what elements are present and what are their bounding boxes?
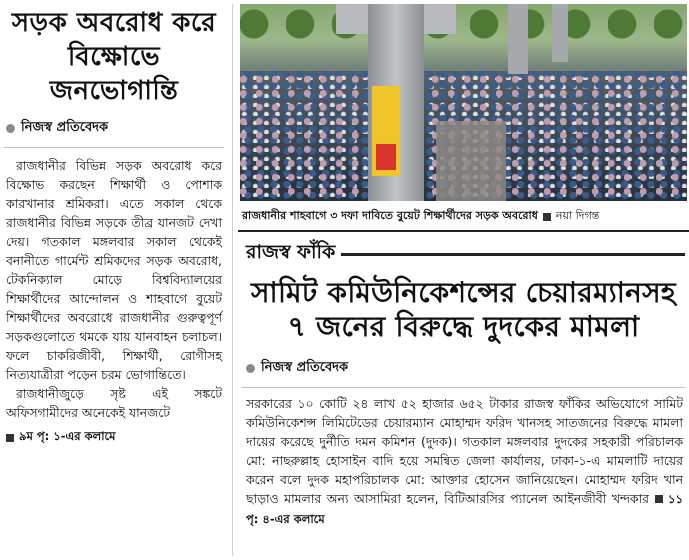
photo-caption bbox=[242, 207, 687, 226]
right-continuation: ১১ পৃ: ৪-এর কলামে bbox=[246, 492, 683, 526]
left-byline bbox=[6, 118, 228, 139]
left-headline: সড়ক অবরোধ করে বিক্ষোভে জনভোগান্তি bbox=[11, 8, 217, 106]
photo-pillar bbox=[508, 4, 528, 74]
square-bullet-icon bbox=[543, 213, 551, 221]
kicker-text: রাজস্ব ফাঁকি bbox=[246, 241, 336, 263]
right-byline-text: নিজস্ব প্রতিবেদক bbox=[261, 360, 349, 375]
square-bullet-icon bbox=[655, 495, 663, 503]
photo-trees bbox=[240, 4, 687, 44]
caption-text: রাজধানীর শাহবাগে ৩ দফা দাবিতে বুয়েট শিক্ষার্থীদের সড়ক অবরোধ bbox=[242, 209, 538, 222]
right-headline: সামিট কমিউনিকেশন্সের চেয়ারম্যানসহ ৭ জনের বিরুদ্ধে দুদকের মামলা bbox=[251, 276, 676, 343]
right-paragraph bbox=[246, 394, 683, 529]
protest-photo bbox=[240, 4, 687, 201]
photo-road bbox=[436, 121, 506, 201]
photo-banner bbox=[372, 86, 400, 176]
left-byline-text: নিজস্ব প্রতিবেদক bbox=[21, 120, 109, 135]
left-paragraph-1: রাজধানীর বিভিন্ন সড়ক অবরোধ করে বিক্ষোভ করছেন শিক্ষার্থী ও পোশাক কারখানার শ্রমিকরা। এতে সকাল থেকে রাজধানীর বিভিন্ন সড়কে তীব্র যানজট দেখা দেয়। গতকাল মঙ্গলবার সকাল থেকেই বনানীতে গার্মেন্ট শ্রমিকদের সড়ক অবরোধ, টেকনিক্যাল মোড়ে বিশ্ববিদ্যালয়ের শিক্ষার্থীদের আন্দোলন ও শাহবাগে বুয়েট শিক্ষার্থীদের অবরোধে রাজধানীর গুরুত্বপূর্ণ সড়কগুলোতে থমকে যায় যানবাহন চলাচল। ফলে চাকরিজীবী, শিক্ষার্থী, রোগীসহ নিত্যযাত্রীরা পড়েন চরম ভোগান্তিতে। bbox=[6, 158, 222, 382]
left-body bbox=[6, 156, 222, 422]
right-body-text: সরকারের ১০ কোটি ২৪ লাখ ৫২ হাজার ৬৫২ টাকার রাজস্ব ফাঁকির অভিযোগে সামিট কমিউনিকেশন্স লিমিটেডের চেয়ারম্যান মোহাম্মদ ফরিদ খানসহ সাতজনের বিরুদ্ধে মামলা দায়ের করেছে দুর্নীতি দমন কমিশন (দুদক)। গতকাল মঙ্গলবার দুদকের সহকারী পরিচালক মো: নাছরুল্লাহ হোসাইন বাদি হয়ে সমন্বিত জেলা কার্যালয়, ঢাকা-১-এ মামলাটি দায়ের করেন বলে দুদক মহাপরিচালক মো: আক্তার হোসেন জানিয়েছেন। মোহাম্মদ ফরিদ খান ছাড়াও মামলার অন্য আসামিরা হলেন, বিটিআরসির প্যানেল আইনজীবী খন্দকার bbox=[246, 396, 683, 506]
left-article bbox=[0, 0, 228, 560]
left-continuation bbox=[6, 428, 222, 447]
photo-banner-red bbox=[376, 144, 396, 170]
kicker bbox=[246, 238, 689, 270]
caption-rule bbox=[238, 230, 689, 232]
kicker-line bbox=[341, 253, 685, 256]
right-column bbox=[238, 0, 689, 560]
right-byline-rule bbox=[242, 387, 685, 388]
right-body bbox=[246, 394, 683, 529]
square-bullet-icon bbox=[6, 434, 14, 442]
left-continuation-text: ৯ম পৃ: ১-এর কলামে bbox=[19, 429, 116, 443]
left-paragraph-2: রাজধানীজুড়ে সৃষ্ট এই সঙ্কটে অফিসগামীদের অনেকেই যানজটে bbox=[6, 386, 222, 420]
photo-pillar bbox=[552, 4, 568, 62]
left-byline-rule bbox=[4, 147, 224, 148]
bullet-icon bbox=[246, 364, 255, 373]
column-divider bbox=[232, 4, 233, 556]
right-byline bbox=[246, 358, 689, 379]
bullet-icon bbox=[6, 124, 15, 133]
photo-credit: নয়া দিগন্ত bbox=[555, 209, 600, 222]
